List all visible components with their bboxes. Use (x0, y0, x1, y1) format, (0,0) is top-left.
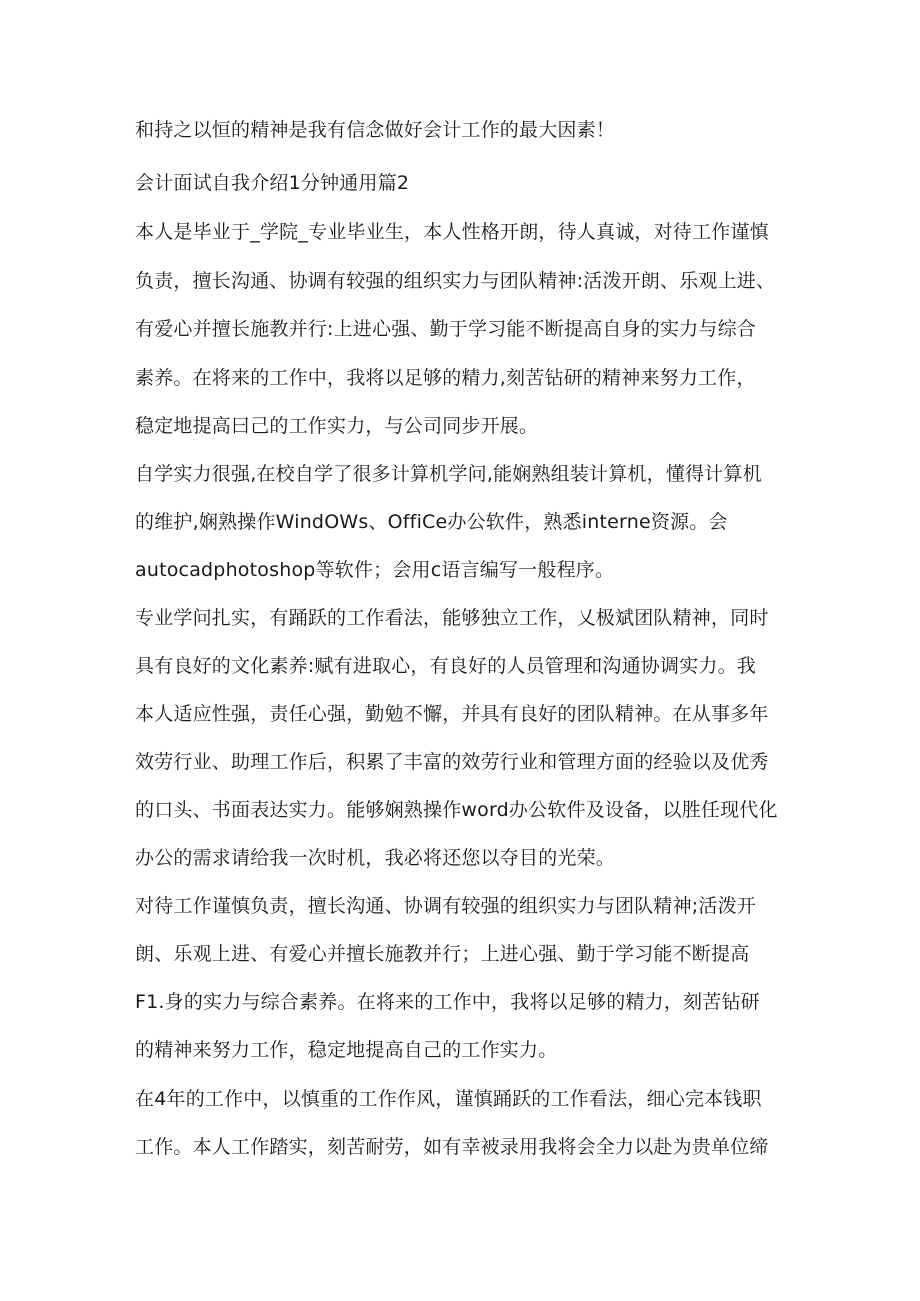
text-line: 本人适应性强，责任心强，勤勉不懈，并具有良好的团队精神。在从事多年 (135, 703, 769, 725)
text-line: 素养。在将来的工作中，我将以足够的精力,刻苦钻研的精神来努力工作， (135, 367, 756, 389)
text-line: 办公的需求请给我一次时机，我必将还您以夺目的光荣。 (135, 847, 616, 869)
text-line: 有爱心并擅长施教并行:上进心强、勤于学习能不断提高自身的实力与综合 (135, 318, 757, 340)
text-line: 本人是毕业于_学院_专业毕业生，本人性格开朗，待人真诚，对待工作谨慎 (135, 221, 769, 243)
text-line: F1.身的实力与综合素养。在将来的工作中，我将以足够的精力，刻苦钻研 (135, 991, 760, 1013)
text-line: 的口头、书面表达实力。能够娴熟操作word办公软件及设备，以胜任现代化 (135, 799, 778, 821)
text-line: 效劳行业、助理工作后，积累了丰富的效劳行业和管理方面的经验以及优秀 (135, 751, 769, 773)
text-line: 在4年的工作中，以慎重的工作作风，谨慎踊跃的工作看法，细心完本钱职 (135, 1088, 762, 1110)
text-line: 稳定地提高曰己的工作实力，与公司同步开展。 (135, 415, 539, 437)
text-line-closing-sentence: 和持之以恒的精神是我有信念做好会计工作的最大因素！ (135, 119, 616, 141)
section-heading: 会计面试自我介绍1分钟通用篇2 (135, 172, 410, 194)
text-line: 的精神来努力工作，稳定地提高自己的工作实力。 (135, 1039, 558, 1061)
text-line: autocadphotoshop等软件；会用c语言编写一般程序。 (135, 559, 615, 581)
text-line: 工作。本人工作踏实，刻苦耐劳，如有幸被录用我将会全力以赴为贵单位缔 (135, 1136, 769, 1158)
text-line: 自学实力很强,在校自学了很多计算机学问,能娴熟组装计算机，懂得计算机 (135, 463, 762, 485)
text-line: 的维护,娴熟操作WindOWs、OffiCe办公软件，熟悉interne资源。会 (135, 511, 728, 533)
text-line: 专业学问扎实，有踊跃的工作看法，能够独立工作，乂极斌团队精神，同时 (135, 607, 769, 629)
text-line: 具有良好的文化素养:赋有进取心，有良好的人员管理和沟通协调实力。我 (135, 655, 757, 677)
text-line: 负责，擅长沟通、协调有较强的组织实力与团队精神:活泼开朗、乐观上进、 (135, 270, 776, 292)
text-line: 对待工作谨慎负责，擅长沟通、协调有较强的组织实力与团队精神;活泼开 (135, 895, 757, 917)
text-line: 朗、乐观上进、有爱心并擅长施教并行；上进心强、勤于学习能不断提高 (135, 943, 750, 965)
